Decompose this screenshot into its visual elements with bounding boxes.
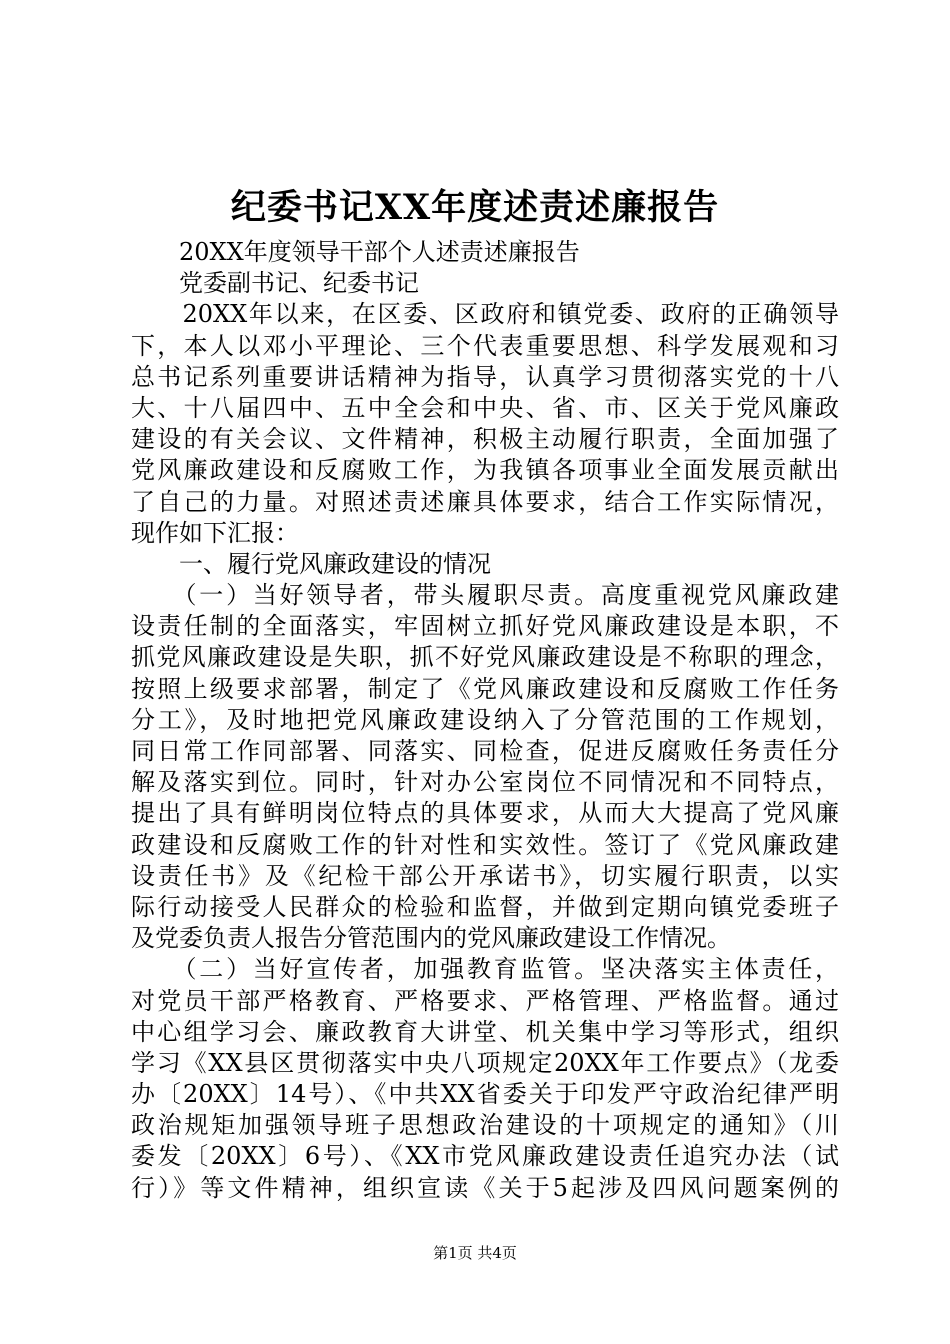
body-line: 委发〔20XX〕6号）、《XX市党风廉政建设责任追究办法（试 — [131, 1142, 839, 1171]
body-line: 行）》等文件精神，组织宣读《关于5起涉及四风问题案例的 — [131, 1173, 839, 1202]
body-line: （一）当好领导者，带头履职尽责。高度重视党风廉政建 — [131, 581, 839, 610]
body-line: 下，本人以邓小平理论、三个代表重要思想、科学发展观和习 — [131, 331, 839, 360]
body-line: 党委副书记、纪委书记 — [131, 269, 419, 298]
body-line: 办〔20XX〕14号）、《中共XX省委关于印发严守政治纪律严明 — [131, 1080, 839, 1109]
body-line: 按照上级要求部署，制定了《党风廉政建设和反腐败工作任务 — [131, 674, 839, 703]
body-line: 20XX年度领导干部个人述责述廉报告 — [131, 238, 580, 266]
body-line: 解及落实到位。同时，针对办公室岗位不同情况和不同特点， — [131, 768, 839, 797]
body-line: 分工》，及时地把党风廉政建设纳入了分管范围的工作规划， — [131, 705, 839, 734]
document-body — [131, 237, 839, 1204]
body-line: 际行动接受人民群众的检验和监督，并做到定期向镇党委班子 — [131, 892, 839, 921]
body-line: 提出了具有鲜明岗位特点的具体要求，从而大大提高了党风廉 — [131, 799, 839, 828]
body-line: 政建设和反腐败工作的针对性和实效性。签订了《党风廉政建 — [131, 830, 839, 859]
body-line: 大、十八届四中、五中全会和中央、省、市、区关于党风廉政 — [131, 393, 839, 422]
body-line: 及党委负责人报告分管范围内的党风廉政建设工作情况。 — [131, 924, 731, 953]
body-line: 中心组学习会、廉政教育大讲堂、机关集中学习等形式，组织 — [131, 1017, 839, 1046]
body-line: 一、履行党风廉政建设的情况 — [131, 549, 491, 578]
body-line: 建设的有关会议、文件精神，积极主动履行职责，全面加强了 — [131, 425, 839, 454]
body-line: 学习《XX县区贯彻落实中央八项规定20XX年工作要点》（龙委 — [131, 1048, 839, 1077]
body-line: 对党员干部严格教育、严格要求、严格管理、严格监督。通过 — [131, 986, 839, 1015]
body-line: （二）当好宣传者，加强教育监管。坚决落实主体责任， — [131, 955, 839, 984]
page-number-footer: 第1页 共4页 — [433, 1244, 517, 1262]
body-line: 设责任书》及《纪检干部公开承诺书》，切实履行职责，以实 — [131, 861, 839, 890]
body-line: 同日常工作同部署、同落实、同检查，促进反腐败任务责任分 — [131, 737, 839, 765]
body-line: 了自己的力量。对照述责述廉具体要求，结合工作实际情况， — [131, 487, 839, 516]
body-line: 政治规矩加强领导班子思想政治建设的十项规定的通知》（川 — [131, 1111, 839, 1140]
body-line: 抓党风廉政建设是失职，抓不好党风廉政建设是不称职的理念， — [131, 643, 839, 672]
body-line: 党风廉政建设和反腐败工作，为我镇各项事业全面发展贡献出 — [131, 456, 839, 485]
body-line: 总书记系列重要讲话精神为指导，认真学习贯彻落实党的十八 — [131, 362, 839, 391]
body-line: 设责任制的全面落实，牢固树立抓好党风廉政建设是本职，不 — [131, 612, 839, 641]
body-line: 20XX年以来，在区委、区政府和镇党委、政府的正确领导 — [131, 300, 839, 329]
document-title: 纪委书记XX年度述责述廉报告 — [230, 187, 720, 228]
body-line: 现作如下汇报： — [131, 518, 299, 547]
